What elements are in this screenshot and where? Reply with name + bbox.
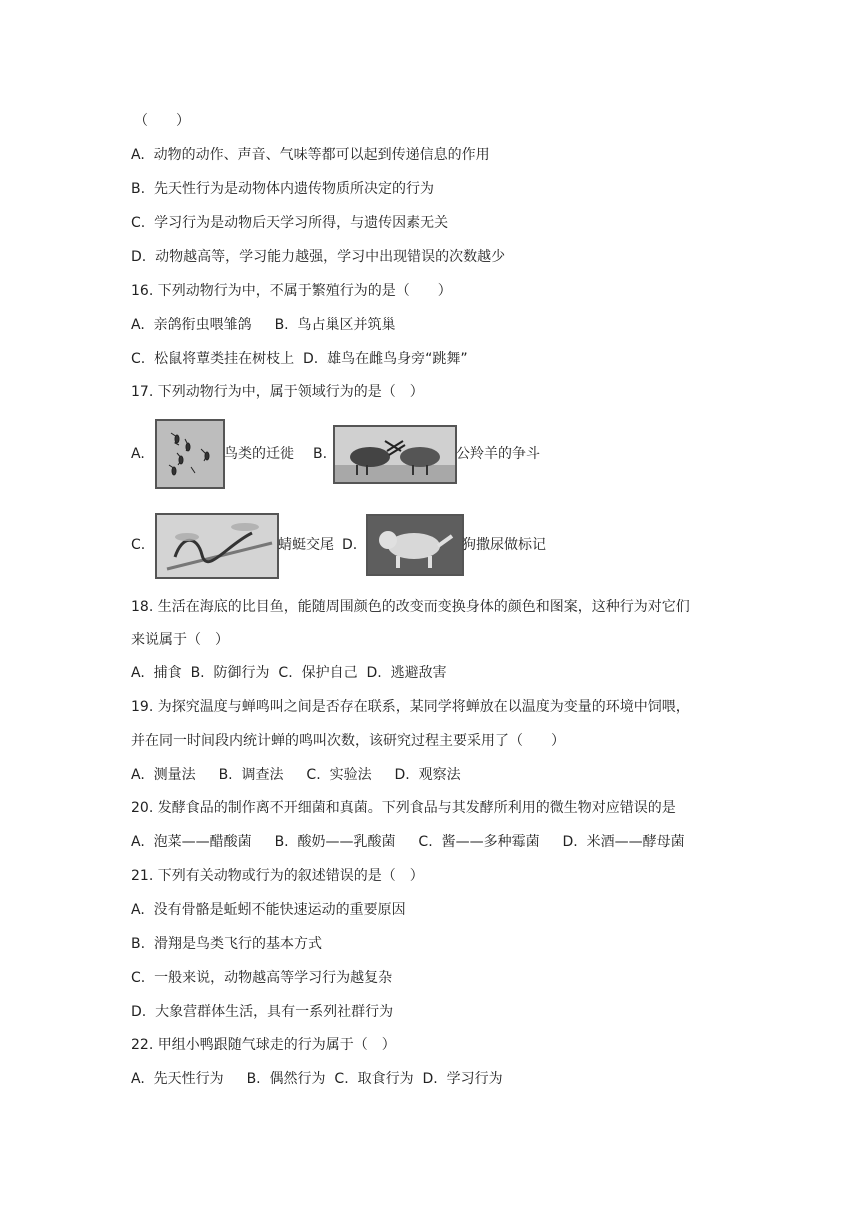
q21-option-c: C. 一般来说，动物越高等学习行为越复杂 [131,970,393,986]
q17-c-caption: 蜻蜓交尾 [278,537,334,553]
q19-options: A. 测量法 B. 调查法 C. 实验法 D. 观察法 [131,767,461,783]
q17-b-caption: 公羚羊的争斗 [456,446,540,462]
q20-options: A. 泡菜——醋酸菌 B. 酸奶——乳酸菌 C. 酱——多种霉菌 D. 米酒——酵母菌 [131,834,685,850]
q21-option-a: A. 没有骨骼是蚯蚓不能快速运动的重要原因 [131,902,406,918]
q18-options: A. 捕食 B. 防御行为 C. 保护自己 D. 逃避敌害 [131,665,447,681]
q17-b-letter: B. [313,446,328,462]
q17-d-caption: 狗撒尿做标记 [462,537,546,553]
q20-stem: 20. 发酵食品的制作离不开细菌和真菌。下列食品与其发酵所利用的微生物对应错误的是 [131,800,676,816]
q17-a-letter: A. [131,446,145,462]
q15-option-b: B. 先天性行为是动物体内遗传物质所决定的行为 [131,181,434,197]
antelope-fight-image [333,425,457,484]
q17-a-caption: 鸟类的迁徙 [224,446,294,462]
q19-stem-line1: 19. 为探究温度与蝉鸣叫之间是否存在联系，某同学将蝉放在以温度为变量的环境中饲喂， [131,699,690,715]
q18-stem-line2: 来说属于（ ） [131,632,229,648]
dog-marking-image [366,514,464,576]
q21-option-d: D. 大象营群体生活，具有一系列社群行为 [131,1004,394,1020]
q15-option-d: D. 动物越高等，学习能力越强，学习中出现错误的次数越少 [131,249,506,265]
q16-stem: 16. 下列动物行为中，不属于繁殖行为的是（ ） [131,283,452,299]
q15-option-a: A. 动物的动作、声音、气味等都可以起到传递信息的作用 [131,147,490,163]
bird-migration-image [155,419,225,489]
q17-c-letter: C. [131,537,146,553]
q17-stem: 17. 下列动物行为中，属于领域行为的是（ ） [131,384,424,400]
q16-options-ab: A. 亲鸽衔虫喂雏鸽 B. 鸟占巢区并筑巢 [131,317,396,333]
q21-stem: 21. 下列有关动物或行为的叙述错误的是（ ） [131,868,424,884]
q16-options-cd: C. 松鼠将蕈类挂在树枝上 D. 雄鸟在雌鸟身旁“跳舞” [131,351,468,367]
q15-paren: （ ） [134,113,190,129]
q19-stem-line2: 并在同一时间段内统计蝉的鸣叫次数，该研究过程主要采用了（ ） [131,733,565,749]
dragonfly-mating-image [155,513,279,579]
q22-stem: 22. 甲组小鸭跟随气球走的行为属于（ ） [131,1037,396,1053]
q22-options: A. 先天性行为 B. 偶然行为 C. 取食行为 D. 学习行为 [131,1071,503,1087]
q18-stem-line1: 18. 生活在海底的比目鱼，能随周围颜色的改变而变换身体的颜色和图案，这种行为对它们 [131,599,690,615]
q15-option-c: C. 学习行为是动物后天学习所得，与遗传因素无关 [131,215,449,231]
q17-d-letter: D. [342,537,358,553]
q21-option-b: B. 滑翔是鸟类飞行的基本方式 [131,936,322,952]
